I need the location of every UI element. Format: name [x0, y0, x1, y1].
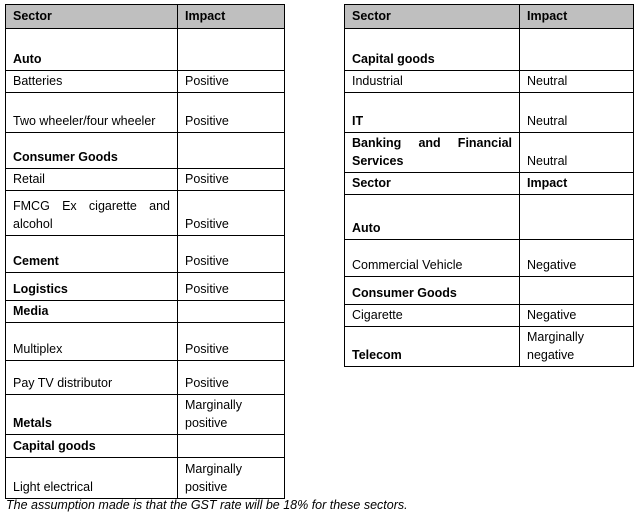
header-sector: Sector — [6, 5, 178, 29]
sector-cell: Capital goods — [6, 435, 178, 458]
sector-cell: Telecom — [345, 327, 520, 367]
table-row — [345, 29, 634, 71]
impact-cell — [178, 133, 285, 169]
header-impact: Impact — [520, 5, 634, 29]
table-header-row — [345, 5, 634, 29]
impact-cell: Marginally positive — [178, 395, 285, 435]
sector-cell: FMCG Ex cigarette and alcohol — [6, 191, 178, 236]
sector-cell: Cement — [6, 236, 178, 273]
header-impact: Impact — [178, 5, 285, 29]
sector-cell: Media — [6, 301, 178, 323]
table-row — [345, 327, 634, 367]
table-row — [6, 361, 285, 395]
impact-cell: Positive — [178, 93, 285, 133]
footnote: The assumption made is that the GST rate will be 18% for these sectors. — [6, 498, 408, 512]
table-row — [6, 133, 285, 169]
table-row — [345, 133, 634, 173]
table-row — [6, 273, 285, 301]
header-sector: Sector — [345, 5, 520, 29]
table-row — [6, 323, 285, 361]
impact-cell — [520, 29, 634, 71]
impact-cell: Positive — [178, 71, 285, 93]
table-row — [345, 240, 634, 277]
impact-cell: Positive — [178, 323, 285, 361]
table-row — [6, 301, 285, 323]
table-row — [6, 29, 285, 71]
sector-cell: Industrial — [345, 71, 520, 93]
impact-cell: Impact — [520, 173, 634, 195]
impact-cell — [178, 301, 285, 323]
left-sector-impact-table — [5, 4, 285, 499]
impact-cell: Neutral — [520, 93, 634, 133]
impact-cell: Positive — [178, 191, 285, 236]
impact-cell: Positive — [178, 273, 285, 301]
impact-cell: Positive — [178, 361, 285, 395]
table-row — [6, 71, 285, 93]
table-row — [6, 191, 285, 236]
impact-cell — [178, 435, 285, 458]
impact-cell: Neutral — [520, 71, 634, 93]
table-row — [6, 169, 285, 191]
sector-cell: Multiplex — [6, 323, 178, 361]
sector-cell: IT — [345, 93, 520, 133]
sector-cell: Batteries — [6, 71, 178, 93]
table-row — [345, 173, 634, 195]
table-row — [6, 458, 285, 499]
table-row — [345, 71, 634, 93]
table-row — [6, 93, 285, 133]
sector-cell: Cigarette — [345, 305, 520, 327]
impact-cell: Positive — [178, 169, 285, 191]
sector-cell: Auto — [6, 29, 178, 71]
table-row — [6, 236, 285, 273]
sector-cell: Banking and Financial Services — [345, 133, 520, 173]
impact-cell — [178, 29, 285, 71]
impact-cell: Neutral — [520, 133, 634, 173]
sector-cell: Capital goods — [345, 29, 520, 71]
impact-cell — [520, 277, 634, 305]
sector-cell: Consumer Goods — [345, 277, 520, 305]
impact-cell: Marginally negative — [520, 327, 634, 367]
impact-cell — [520, 195, 634, 240]
table-row — [345, 277, 634, 305]
sector-cell: Retail — [6, 169, 178, 191]
impact-cell: Negative — [520, 240, 634, 277]
table-row — [345, 305, 634, 327]
table-row — [345, 195, 634, 240]
impact-cell: Marginally positive — [178, 458, 285, 499]
sector-cell: Auto — [345, 195, 520, 240]
sector-cell: Two wheeler/four wheeler — [6, 93, 178, 133]
table-row — [345, 93, 634, 133]
table-row — [6, 435, 285, 458]
table-row — [6, 395, 285, 435]
sector-cell: Commercial Vehicle — [345, 240, 520, 277]
sector-cell: Pay TV distributor — [6, 361, 178, 395]
table-header-row — [6, 5, 285, 29]
right-sector-impact-table — [344, 4, 634, 367]
sector-cell: Metals — [6, 395, 178, 435]
sector-cell: Logistics — [6, 273, 178, 301]
sector-cell: Sector — [345, 173, 520, 195]
impact-cell: Negative — [520, 305, 634, 327]
impact-cell: Positive — [178, 236, 285, 273]
sector-cell: Consumer Goods — [6, 133, 178, 169]
sector-cell: Light electrical — [6, 458, 178, 499]
